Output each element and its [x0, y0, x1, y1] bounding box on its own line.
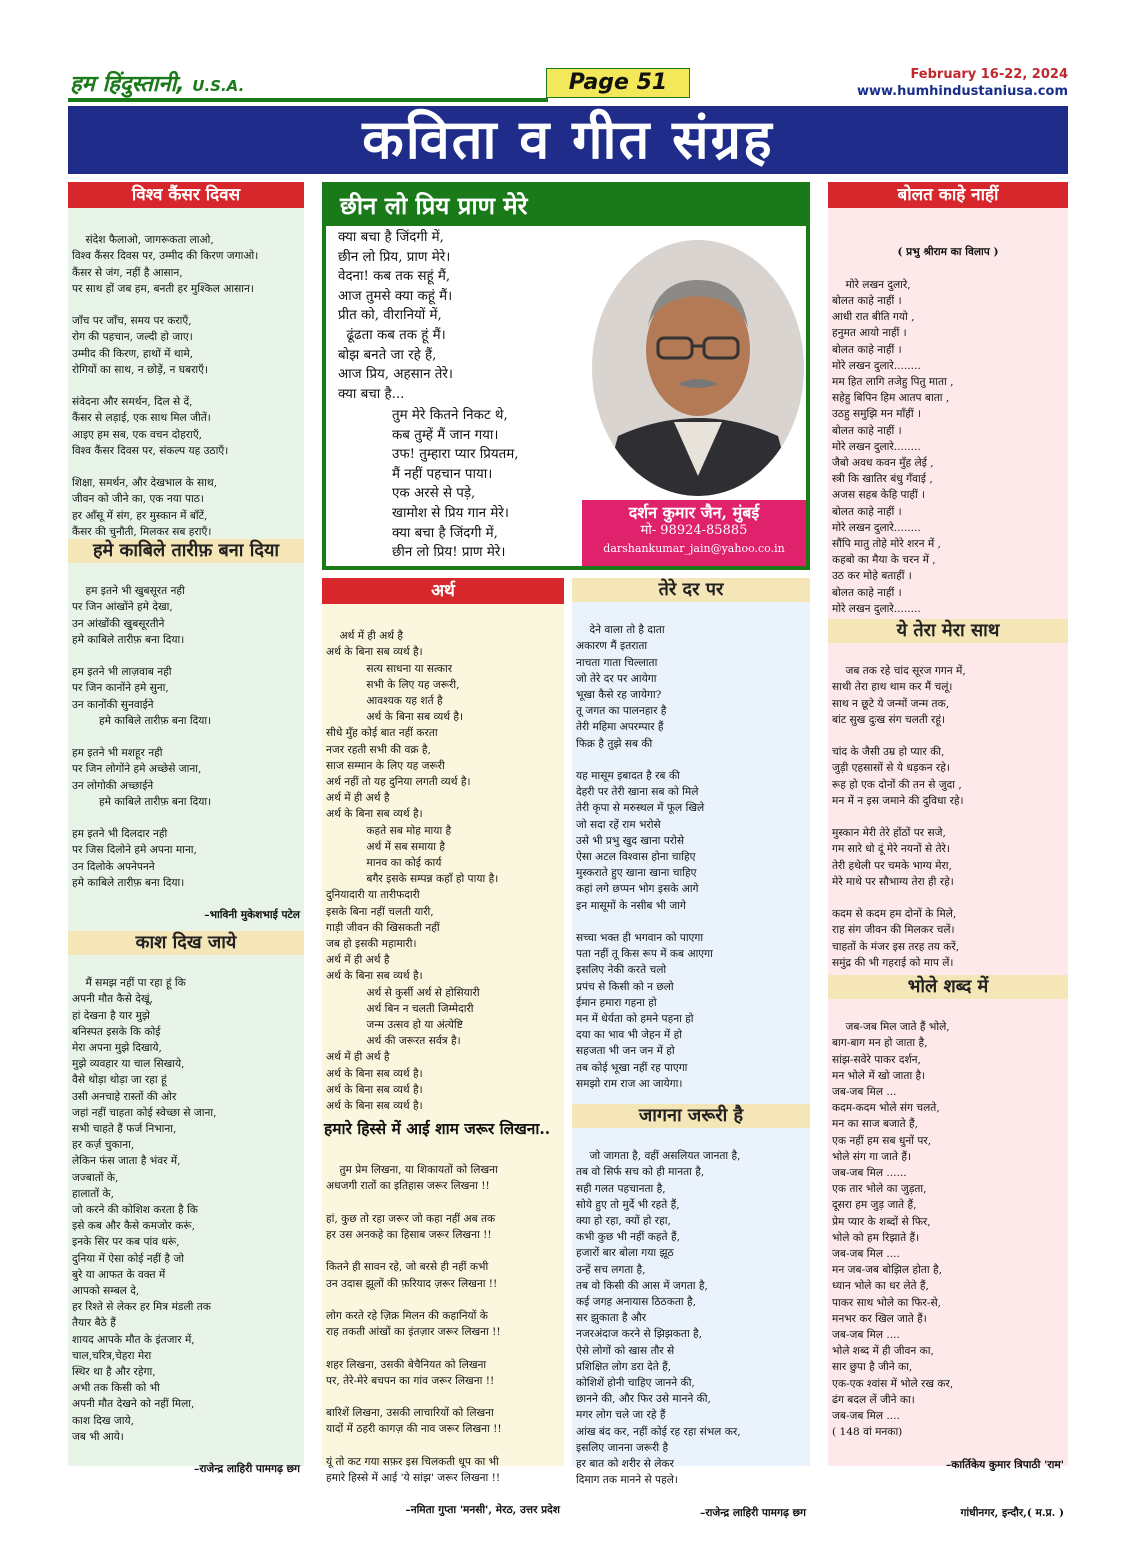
poem-author: –भाविनी मुकेशभाई पटेल [204, 909, 300, 922]
author-byline [582, 500, 806, 566]
featured-poem-part-1: क्या बचा है जिंदगी में, छीन लो प्रिय, प्राण मेरे। वेदना! कब तक सहूं मैं, आज तुमसे क्या कहूं मैं। प्रीत को, वीरानियों में, ढूंढता कब तक हूं मैं। बोझ बनते जा रहे हैं, आज प्रिय, अहसान तेरे। क्या बचा है... [338, 230, 453, 402]
author-phone: मो- 98924-85885 [640, 523, 748, 538]
poem-text: तुम प्रेम लिखना, या शिकायतों को लिखना अधजगी रातों का इतिहास जरूर लिखना !! हां, कुछ तो रहा जरूर जो कहा नहीं अब तक हर उस अनकहे का हिसाब जरूर लिखना !! कितने ही सावन रहे, जो बरसे ही नहीं कभी उन उदास झूलों की फ़रियाद ज़रूर लिखना !! लोग करते रहे ज़िक्र मिलन की कहानियों के राह तकती आंखों का इंतज़ार जरूर लिखना !! शहर लिखना, उसकी बेचैनियत को लिखना पर, तेरे-मेरे बचपन का गांव जरूर लिखना !! बारिशें लिखना, उसकी लाचारियों को लिखना यादों में ठहरी कागज़ की नाव जरूर लिखना !! यूं तो कट गया सफ़र इस चिलकती धूप का भी हमारे हिस्से में आई 'ये सांझ' जरूर लिखना !! [326, 1164, 502, 1485]
poem-author: –नमिता गुप्ता 'मनसी', मेरठ, उत्तर प्रदेश [405, 1504, 560, 1517]
poem-body [68, 563, 304, 931]
poem-body [828, 208, 1068, 619]
poem-subtitle: ( प्रभु श्रीराम का विलाप ) [897, 246, 999, 259]
column-1 [68, 182, 304, 1476]
poem-author: –कार्तिकेय कुमार त्रिपाठी 'राम' [945, 1458, 1064, 1471]
poem-body [322, 1142, 564, 1551]
poem-text: जब तक रहे चांद सूरज गगन में, साथी तेरा हाथ थाम कर मैं चलूं। साथ न छूटे ये जन्मों जन्म तक, बांट सुख दुःख संग चलती रहूं। चांद के जैसी उम्र हो प्यार की, जुड़ी एहसासों से ये धड़कन रहे। रूह हो एक दोनों की तन से जुदा , मन में न इस जमाने की दुविधा रहे। मुस्कान मेरी तेरे होंठों पर सजे, गम सारे धो दूं मेरे नयनों से तेरे। तेरी हथेली पर चमके भाग्य मेरा, मेरे माथे पर सौभाग्य तेरा ही रहे। कदम से कदम हम दोनों के मिले, राह संग जीवन की मिलकर चलें। चाहतों के मंजर इस तरह तय करें, समुंद्र की भी गहराई को माप लें। [832, 665, 966, 969]
page-number: Page 51 [546, 68, 690, 98]
author-photo [592, 240, 804, 496]
website-url[interactable]: www.humhindustaniusa.com [856, 84, 1068, 99]
author-email: darshankumar_jain@yahoo.co.in [603, 542, 785, 555]
masthead-brand-bar [68, 66, 548, 102]
poem-text: जो जागता है, वहीं असलियत जानता है, तब वो सिर्फ सच को ही मानता है, सही गलत पहचानता है, सोये हुए तो मुर्दे भी रहते हैं, क्या हो रहा, क्यों हो रहा, कभी कुछ भी नहीं कहते हैं, हजारों बार बोला गया झूठ उन्हें सच लगता है, तब वो किसी की आस में जगता है, कई जगह अनायास ठिठकता है, सर झुकाता है और नजरअंदाज करने से झिझकता है, ऐसे लोगों को खास तौर से प्रशिक्षित लोग डरा देते हैं, कोशिशें होनी चाहिए जानने की, छानने की, और फिर उसे मानने की, मगर लोग चले जा रहे हैं आंख बंद कर, नहीं कोई रह रहा संभल कर, इसलिए जानना जरूरी है हर बात को शरीर से लेकर दिमाग तक मानने से पहले। [576, 1150, 741, 1487]
section-title: बोलत काहे नाहीं [828, 182, 1068, 208]
issue-info [857, 66, 1068, 100]
poem-body [68, 208, 304, 539]
poem-author: –राजेन्द्र लाहिरी पामगढ़ छग [700, 1506, 806, 1519]
poem-text: संदेश फैलाओ, जागरूकता लाओ, विश्व कैंसर दिवस पर, उम्मीद की किरण जगाओ। कैंसर से जंग, नहीं है आसान, पर साथ हों जब हम, बनती हर मुश्किल आसान। जाँच पर जाँच, समय पर कराएँ, रोग की पहचान, जल्दी हो जाए। उम्मीद की किरण, हाथों में थामे, रोगियों का साथ, न छोड़ें, न घबराएँ। संवेदना और समर्थन, दिल से दें, कैंसर से लड़ाई, एक साथ मिल जीतें। आइए हम सब, एक वचन दोहराएँ, विश्व कैंसर दिवस पर, संकल्प यह उठाएँ। शिक्षा, समर्थन, और देखभाल के साथ, जीवन को जीने का, एक नया पाठ। हर आँसू में संग, हर मुस्कान में बाँटें, कैंसर की चुनौती, मिलकर सब हराएँ। [72, 234, 259, 538]
portrait-image [592, 240, 804, 496]
author-name: दर्शन कुमार जैन, मुंबई [628, 503, 760, 522]
section-title: काश दिख जाये [68, 931, 304, 955]
brand-name: हम हिंदुस्तानी, U.S.A. [70, 72, 245, 97]
poem-body [572, 602, 810, 1104]
poem-text: मोरे लखन दुलारे, बोलत काहे नाहीं । आधी रात बीति गयो , हनुमत आयो नाहीं । बोलत काहे नाहीं । मोरे लखन दुलारे........ मम हित लागि तजेहु पितु माता , सहेहु बिपिन हिम आतप बाता , उठहु समुझि मन माँहीं । बोलत काहे नाहीं । मोरे लखन दुलारे........ जैबो अवध कवन मुँह लेई , स्त्री कि खातिर बंधु गँवाई , अजस सहब केहि पाहीं । बोलत काहे नाहीं । मोरे लखन दुलारे........ सौंपि मातु तोहे मोरे शरन में , कहबो का मैया के चरन में , उठ कर मोहे बताहीं । बोलत काहे नाहीं । मोरे लखन दुलारे........ [832, 278, 954, 615]
section-title: तेरे दर पर [572, 578, 810, 602]
column-4 [828, 182, 1068, 1520]
section-title: हमे काबिले तारीफ़ बना दिया [68, 539, 304, 563]
poem-place: गांधीनगर, इन्दौर,( म.प्र. ) [960, 1507, 1064, 1520]
section-title: ये तेरा मेरा साथ [828, 619, 1068, 643]
masthead [68, 66, 1068, 100]
poem-author: –राजेन्द्र लाहिरी पामगढ़ छग [194, 1463, 300, 1476]
section-title: हमारे हिस्से में आई शाम जरूर लिखना.. [324, 1119, 551, 1138]
poem-text: मैं समझ नहीं पा रहा हूं कि अपनी मौत कैसे देखूं, हां देखना है यार मुझे बनिस्पत इसके कि कोई मेरा अपना मुझे दिखाये, मुझे व्यवहार या चाल सिखाये, वैसे थोड़ा थोड़ा जा रहा हूं उसी अनचाहे रास्तों की ओर जहां नहीं चाहता कोई स्वेच्छा से जाना, सभी चाहते हैं फर्ज निभाना, हर कर्ज़ चुकाना, लेकिन फंस जाता है भंवर में, जज्बातों के, हालातों के, जो करने की कोशिश करता है कि इसे कब और कैसे कमजोर करूं, इनके सिर पर कब पांव धरूं, दुनिया में ऐसा कोई नहीं है जो बुरे या आफत के वक्त में आपको सम्बल दे, हर रिश्ते से लेकर हर मित्र मंडली तक तैयार बैठे हैं शायद आपके मौत के इंतजार में, चाल,चरित्र,चेहरा मेरा स्थिर था है और रहेगा, अभी तक किसी को भी अपनी मौत देखने को नहीं मिला, काश दिख जाये, जब भी आये। [72, 977, 217, 1443]
section-banner: कविता व गीत संग्रह [68, 106, 1068, 174]
poem-body [828, 643, 1068, 975]
poem-text: जब-जब मिल जाते हैं भोले, बाग-बाग मन हो जाता है, सांझ-सवेरे पाकर दर्शन, मन भोले में खो जाता है। जब-जब मिल ... कदम-कदम भोले संग चलते, मन का साज बजाते हैं, एक नहीं हम सब धुनों पर, भोले संग गा जाते हैं। जब-जब मिल ...... एक तार भोले का जुड़ता, दूसरा हम जुड़ जाते हैं, प्रेम प्यार के शब्दों से फिर, भोले को हम रिझाते हैं। जब-जब मिल .... मन जब-जब बोझिल होता है, ध्यान भोले का धर लेते हैं, पाकर साथ भोले का फिर-से, मनभर कर खिल जाते हैं। जब-जब मिल .... भोले शब्द में ही जीवन का, सार छुपा है जीने का, एक-एक श्वांस में भोले रख कर, ढंग बदल लें जीने का। जब-जब मिल .... ( 148 वां मनका) [832, 1021, 954, 1439]
poem-text: हम इतने भी खुबसूरत नही पर जिन आंखोंने हमे देखा, उन आंखोंकी खुबसूरतीने हमे काबिले तारीफ़ बना दिया। हम इतने भी लाज़वाब नही पर जिन कानोंने हमे सुना, उन कानोंकी सुनवाईने हमे काबिले तारीफ़ बना दिया। हम इतने भी मशहूर नही पर जिन लोगोंने हमे अच्छेसे जाना, उन लोगोकी अच्छाईने हमे काबिले तारीफ़ बना दिया। हम इतने भी दिलदार नही पर जिस दिलोने हमे अपना माना, उन दिलोके अपनेपनने हमे काबिले तारीफ़ बना दिया। [72, 585, 212, 889]
column-3 [572, 578, 810, 1519]
issue-date: February 16-22, 2024 [910, 67, 1068, 82]
featured-poem-box [322, 182, 810, 570]
poem-body [828, 999, 1068, 1554]
column-2 [322, 578, 564, 1517]
featured-poem-part-2: तुम मेरे कितने निकट थे, कब तुम्हें मैं जान गया। उफ! तुम्हारा प्यार प्रियतम, मैं नहीं पहचान पाया। एक अरसे से पड़े, खामोश से प्रिय गान मेरे। क्या बचा है जिंदगी में, छीन लो प्रिय! प्राण मेरे। [392, 408, 519, 561]
section-title: भोले शब्द में [828, 975, 1068, 999]
poem-body [322, 604, 564, 1116]
section-title: विश्व कैंसर दिवस [68, 182, 304, 208]
poem-text: देने वाला तो है दाता अकारण मैं इतराता नाचता गाता चिल्लाता जो तेरे दर पर आयेगा भूखा कैसे रह जायेगा? तू जगत का पालनहार है तेरी महिमा अपरम्पार हैं फिक्र है तुझे सब की यह मासूम इबादत है रब की देहरी पर तेरी खाना सब को मिले तेरी कृपा से मरुस्थल में फूल खिले जो सदा रहें राम भरोसे उसे भी प्रभु खुद खाना परोसे ऐसा अटल विश्वास होना चाहिए मुस्कराते हुए खाना खाना चाहिए कहां लगे छप्पन भोग इसके आगे इन मासूमों के नसीब भी जागे सच्चा भक्त ही भगवान को पाएगा पता नहीं तू किस रूप में कब आएगा इसलिए नेकी करते चलो प्रपंच से किसी को न छलो ईमान हमारा गहना हो मन में धेर्यता को हमने पहना हो दया का भाव भी जेहन में हो सहजता भी जन जन में हो तब कोई भूखा नहीं रह पाएगा समझो राम राज आ जायेगा। [576, 624, 713, 1090]
section-title: अर्थ [322, 578, 564, 604]
featured-poem-title: छीन लो प्रिय प्राण मेरे [326, 186, 806, 226]
poem-body [68, 955, 304, 1510]
section-title: जागना जरूरी है [572, 1104, 810, 1128]
poem-body [572, 1128, 810, 1553]
poem-text: अर्थ में ही अर्थ है अर्थ के बिना सब व्यर्थ है। सत्य साधना या सत्कार सभी के लिए यह जरूरी, आवश्यक यह शर्त है अर्थ के बिना सब व्यर्थ है। सीधे मुँह कोई बात नहीं करता नजर रहती सभी की वक्र है, साज सम्मान के लिए यह जरूरी अर्थ नहीं तो यह दुनिया लगती व्यर्थ है। अर्थ में ही अर्थ है अर्थ के बिना सब व्यर्थ है। कहते सब मोह माया है अर्थ में सब समाया है मानव का कोई कार्य बगैर इसके सम्पन्न कहाँ हो पाया है। दुनियादारी या तारीफदारी इसके बिना नहीं चलती यारी, गाड़ी जीवन की खिसकती नहीं जब हो इसकी महामारी। अर्थ में ही अर्थ है अर्थ के बिना सब व्यर्थ है। अर्थ से कुर्सी अर्थ से होसियारी अर्थ बिन न चलती जिम्मेदारी जन्म उत्सव हो या अंत्येष्टि अर्थ की जरूरत सर्वत्र है। अर्थ में ही अर्थ है अर्थ के बिना सब व्यर्थ है। अर्थ के बिना सब व्यर्थ है। अर्थ के बिना सब व्यर्थ है। [326, 630, 499, 1113]
